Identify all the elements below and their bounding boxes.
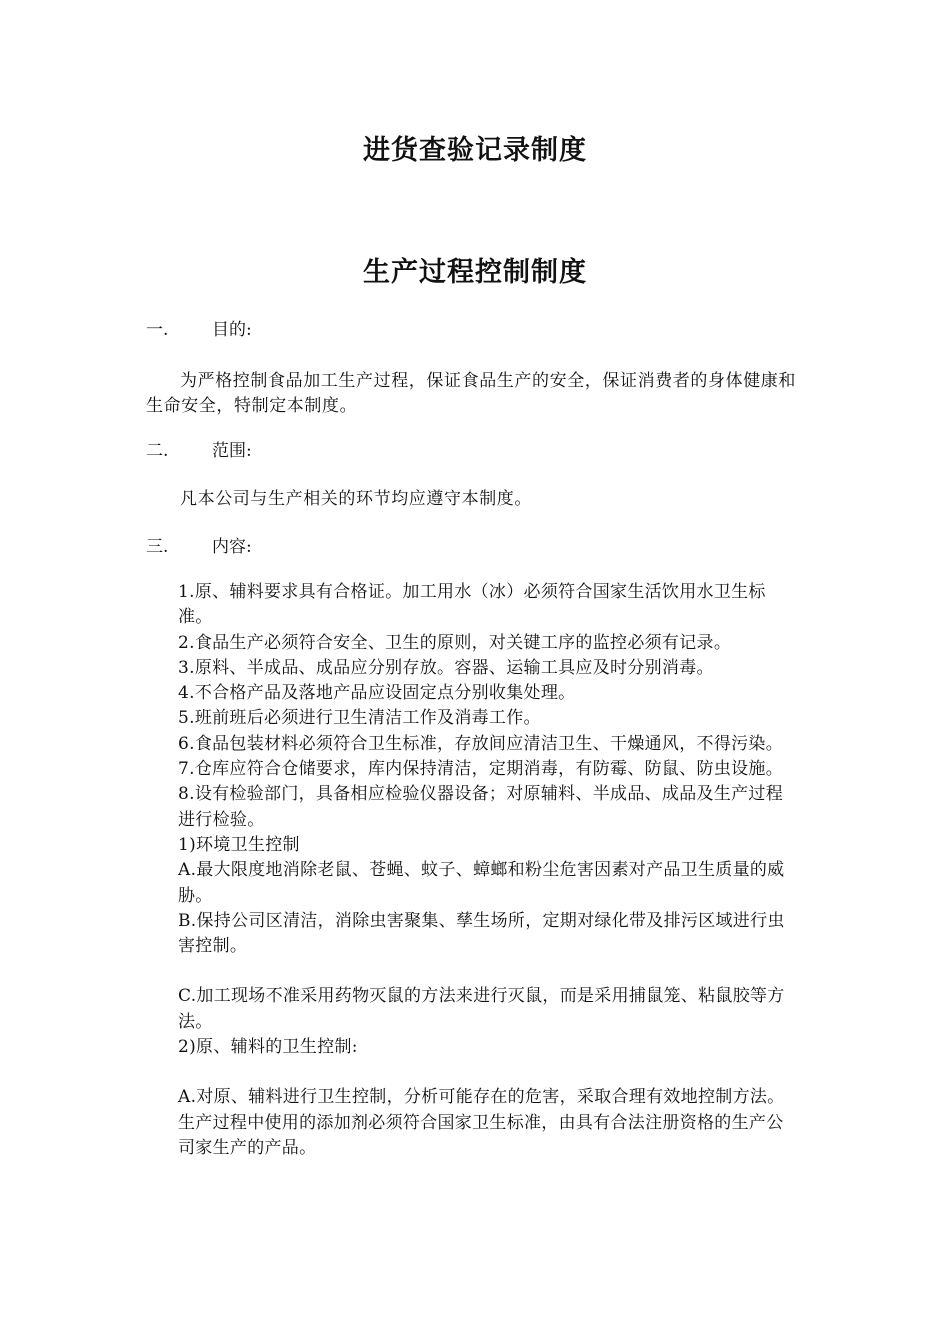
blank-line (178, 1060, 798, 1085)
section-heading-content (146, 535, 252, 559)
section-label: 内容: (212, 537, 252, 557)
content-item: C.加工现场不准采用药物灭鼠的方法来进行灭鼠，而是采用捕鼠笼、粘鼠胶等方法。 (178, 986, 785, 1032)
content-list (178, 580, 798, 1161)
content-item: 4.不合格产品及落地产品应设固定点分别收集处理。 (178, 683, 576, 704)
section-heading-scope (146, 439, 252, 463)
section-label: 目的: (212, 320, 252, 340)
content-subheading: 2)原、辅料的卫生控制: (178, 1037, 358, 1058)
section-label: 范围: (212, 441, 252, 461)
scope-text: 凡本公司与生产相关的环节均应遵守本制度。 (180, 489, 532, 509)
scope-paragraph (146, 487, 798, 512)
content-item: 1.原、辅料要求具有合格证。加工用水（冰）必须符合国家生活饮用水卫生标准。 (178, 582, 766, 628)
section-heading-purpose (146, 318, 252, 342)
content-item: 5.班前班后必须进行卫生清洁工作及消毒工作。 (178, 708, 541, 729)
content-item: 2.食品生产必须符合安全、卫生的原则，对关键工序的监控必须有记录。 (178, 632, 732, 653)
section-number: 二. (146, 441, 169, 461)
content-item: 8.设有检验部门，具备相应检验仪器设备；对原辅料、半成品、成品及生产过程进行检验。 (178, 784, 784, 830)
document-title-production-control: 生产过程控制制度 (363, 257, 587, 288)
content-item: 7.仓库应符合仓储要求，库内保持清洁，定期消毒，有防霉、防鼠、防虫设施。 (178, 759, 784, 780)
content-item: 3.原料、半成品、成品应分别存放。容器、运输工具应及时分别消毒。 (178, 657, 714, 678)
content-item: 6.食品包装材料必须符合卫生标准，存放间应清洁卫生、干燥通风，不得污染。 (178, 733, 784, 754)
purpose-paragraph (146, 369, 798, 419)
document-title-inspection: 进货查验记录制度 (363, 135, 587, 166)
section-number: 三. (146, 537, 169, 557)
purpose-text: 为严格控制食品加工生产过程，保证食品生产的安全，保证消费者的身体健康和生命安全，特制定本制度。 (146, 371, 796, 416)
content-subheading: 1)环境卫生控制 (178, 834, 300, 855)
blank-line (178, 959, 798, 984)
content-item: A.最大限度地消除老鼠、苍蝇、蚊子、蟑螂和粉尘危害因素对产品卫生质量的威胁。 (178, 860, 785, 906)
content-item: B.保持公司区清洁，消除虫害聚集、孳生场所，定期对绿化带及排污区域进行虫害控制。 (178, 910, 785, 957)
content-item: A.对原、辅料进行卫生控制，分析可能存在的危害，采取合理有效地控制方法。生产过程中使用的添加剂必须符合国家卫生标准，由具有合法注册资格的生产公司家生产的产品。 (178, 1087, 785, 1158)
section-number: 一. (146, 320, 169, 340)
